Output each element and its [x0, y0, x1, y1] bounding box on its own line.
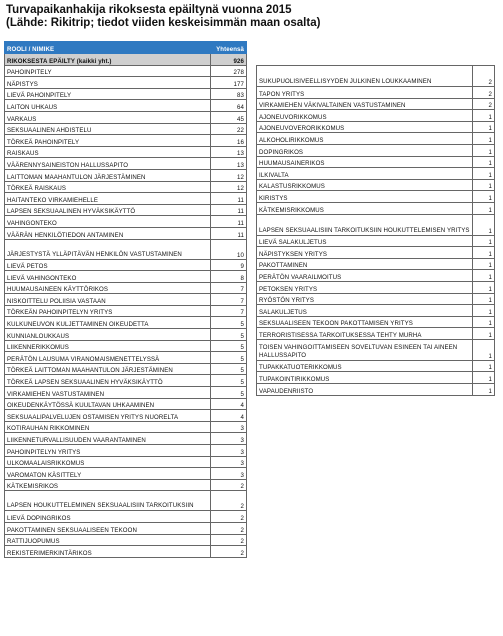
offence-name: AJONEUVOVERORIKKOMUS	[257, 121, 473, 133]
table-row	[5, 479, 247, 491]
table-row	[5, 65, 247, 77]
offence-count: 64	[210, 100, 246, 112]
offence-name: NISKOITTELU POLIISIA VASTAAN	[5, 294, 211, 306]
offence-count: 1	[472, 372, 494, 384]
offence-name: VAROMATON KÄSITTELY	[5, 468, 211, 480]
table-row	[5, 88, 247, 100]
offence-count: 16	[210, 135, 246, 147]
offence-name: TÖRKEÄN PAHOINPITELYN YRITYS	[5, 305, 211, 317]
offence-name: NÄPISTYS	[5, 77, 211, 89]
table-row	[257, 360, 495, 372]
offence-name: PAKOTTAMINEN	[257, 258, 473, 270]
offence-name: LIIKENNETURVALLISUUDEN VAARANTAMINEN	[5, 433, 211, 445]
table-row	[5, 282, 247, 294]
table-row	[257, 328, 495, 340]
table-row	[5, 433, 247, 445]
table-row	[5, 77, 247, 89]
offence-name: VIRKAMIEHEN VÄKIVALTAINEN VASTUSTAMINEN	[257, 98, 473, 110]
offence-count: 2	[210, 534, 246, 546]
table-row	[5, 387, 247, 399]
table-row	[5, 294, 247, 306]
offence-count: 13	[210, 158, 246, 170]
table-row	[5, 352, 247, 364]
table-row	[5, 421, 247, 433]
offence-name: AJONEUVORIKKOMUS	[257, 110, 473, 122]
table-row	[5, 468, 247, 480]
table-row	[5, 363, 247, 375]
offence-count: 1	[472, 156, 494, 168]
offence-count: 1	[472, 270, 494, 282]
offence-count: 1	[472, 110, 494, 122]
offence-name: SEKSUAALIPALVELUJEN OSTAMISEN YRITYS NUORELTA	[5, 410, 211, 422]
offence-count: 2	[210, 522, 246, 534]
table-row	[5, 169, 247, 181]
offence-count: 11	[210, 193, 246, 205]
offence-name: TÖRKEÄ RAISKAUS	[5, 181, 211, 193]
offence-count: 3	[210, 421, 246, 433]
offence-name: KÄTKEMISRIKOS	[5, 479, 211, 491]
table-row	[257, 191, 495, 203]
table-row	[257, 384, 495, 396]
page-title	[6, 4, 496, 30]
table-row	[257, 339, 495, 360]
offence-count: 1	[472, 168, 494, 180]
offence-name: LAPSEN SEKSUAALINEN HYVÄKSIKÄYTTÖ	[5, 204, 211, 216]
offence-count: 1	[472, 293, 494, 305]
table-row	[257, 133, 495, 145]
table-row	[5, 100, 247, 112]
offence-count: 12	[210, 169, 246, 181]
offence-name: LIEVÄ VAHINGONTEKO	[5, 271, 211, 283]
table-row	[5, 239, 247, 259]
offence-count: 4	[210, 398, 246, 410]
offence-count: 2	[472, 98, 494, 110]
offence-name: KULKUNEUVON KULJETTAMINEN OIKEUDETTA	[5, 317, 211, 329]
table-row	[5, 204, 247, 216]
offence-name: HAITANTEKO VIRKAMIEHELLE	[5, 193, 211, 205]
table-row	[5, 456, 247, 468]
table-row	[257, 202, 495, 214]
offence-name: OIKEUDENKÄYTÖSSÄ KUULTAVAN UHKAAMINEN	[5, 398, 211, 410]
offence-count: 5	[210, 387, 246, 399]
offence-count: 45	[210, 111, 246, 123]
right-crime-table	[256, 65, 495, 396]
offence-name: HUUMAUSAINEEN KÄYTTÖRIKOS	[5, 282, 211, 294]
offence-name: PETOKSEN YRITYS	[257, 281, 473, 293]
table-header-row	[5, 42, 247, 54]
offence-name: TUPAKKATUOTERIKKOMUS	[257, 360, 473, 372]
offence-name: NÄPISTYKSEN YRITYS	[257, 247, 473, 259]
offence-name: LIEVÄ DOPINGRIKOS	[5, 511, 211, 523]
offence-name: SEKSUAALISEEN TEKOON PAKOTTAMISEN YRITYS	[257, 316, 473, 328]
table-row	[257, 121, 495, 133]
offence-count: 1	[472, 214, 494, 235]
offence-name: JÄRJESTYSTÄ YLLÄPITÄVÄN HENKILÖN VASTUSTAMINEN	[5, 239, 211, 259]
table-row	[5, 158, 247, 170]
offence-count: 3	[210, 433, 246, 445]
offence-count: 4	[210, 410, 246, 422]
table-row	[5, 193, 247, 205]
total-row	[5, 54, 247, 66]
offence-count: 1	[472, 121, 494, 133]
offence-count: 5	[210, 352, 246, 364]
table-row	[257, 214, 495, 235]
total-row-name: RIKOKSESTA EPÄILTY (kaikki yht.)	[5, 54, 211, 66]
offence-count: 11	[210, 216, 246, 228]
offence-count: 83	[210, 88, 246, 100]
offence-name: ILKIVALTA	[257, 168, 473, 180]
table-row	[257, 258, 495, 270]
offence-name: TÖRKEÄ LAPSEN SEKSUAALINEN HYVÄKSIKÄYTTÖ	[5, 375, 211, 387]
offence-name: TOISEN VAHINGOITTAMISEEN SOVELTUVAN ESINEEN TAI AINEEN HALLUSSAPITO	[257, 339, 473, 360]
offence-name: VÄÄRÄN HENKILÖTIEDON ANTAMINEN	[5, 227, 211, 239]
offence-count: 1	[472, 384, 494, 396]
offence-name: LAITTOMAN MAAHANTULON JÄRJESTÄMINEN	[5, 169, 211, 181]
offence-name: VIRKAMIEHEN VASTUSTAMINEN	[5, 387, 211, 399]
table-row	[257, 168, 495, 180]
title-line-1: Turvapaikanhakija rikoksesta epäiltynä vuonna 2015	[6, 4, 292, 16]
offence-name: PAHOINPITELYN YRITYS	[5, 445, 211, 457]
header-total: Yhteensä	[210, 42, 246, 54]
offence-count: 5	[210, 329, 246, 341]
offence-name: KÄTKEMISRIKKOMUS	[257, 202, 473, 214]
table-row	[5, 146, 247, 158]
offence-count: 2	[210, 479, 246, 491]
offence-count: 2	[210, 511, 246, 523]
offence-count: 177	[210, 77, 246, 89]
offence-name: LAPSEN SEKSUAALISIIN TARKOITUKSIIN HOUKUTTELEMISEN YRITYS	[257, 214, 473, 235]
offence-name: RAISKAUS	[5, 146, 211, 158]
table-row	[5, 546, 247, 558]
table-row	[5, 445, 247, 457]
offence-count: 1	[472, 144, 494, 156]
offence-count: 22	[210, 123, 246, 135]
offence-name: TERRORISTISESSA TARKOITUKSESSA TEHTY MURHA	[257, 328, 473, 340]
offence-count: 11	[210, 227, 246, 239]
table-row	[5, 398, 247, 410]
table-row	[257, 156, 495, 168]
table-row	[257, 179, 495, 191]
offence-count: 7	[210, 294, 246, 306]
offence-count: 2	[210, 546, 246, 558]
table-row	[257, 110, 495, 122]
offence-count: 10	[210, 239, 246, 259]
table-row	[5, 534, 247, 546]
offence-count: 1	[472, 339, 494, 360]
header-name: ROOLI / NIMIKE	[5, 42, 211, 54]
offence-name: LIEVÄ SALAKULJETUS	[257, 235, 473, 247]
offence-name: LIEVÄ PETOS	[5, 259, 211, 271]
table-row	[257, 316, 495, 328]
offence-name: TUPAKOINTIRIKKOMUS	[257, 372, 473, 384]
offence-count: 2	[210, 491, 246, 511]
table-row	[257, 66, 495, 87]
table-row	[5, 111, 247, 123]
offence-count: 1	[472, 202, 494, 214]
offence-count: 1	[472, 133, 494, 145]
offence-name: LAITON UHKAUS	[5, 100, 211, 112]
offence-count: 13	[210, 146, 246, 158]
offence-name: SALAKULJETUS	[257, 305, 473, 317]
offence-name: RYÖSTÖN YRITYS	[257, 293, 473, 305]
offence-count: 2	[472, 66, 494, 87]
offence-name: KIRISTYS	[257, 191, 473, 203]
table-row	[257, 235, 495, 247]
offence-count: 8	[210, 271, 246, 283]
offence-count: 278	[210, 65, 246, 77]
table-row	[5, 259, 247, 271]
table-row	[5, 491, 247, 511]
offence-name: LIEVÄ PAHOINPITELY	[5, 88, 211, 100]
offence-name: PERÄTÖN VAARAILMOITUS	[257, 270, 473, 282]
table-row	[257, 372, 495, 384]
table-row	[257, 305, 495, 317]
offence-name: TAPON YRITYS	[257, 87, 473, 99]
offence-count: 1	[472, 191, 494, 203]
offence-count: 5	[210, 363, 246, 375]
offence-count: 7	[210, 305, 246, 317]
offence-name: RATTIJUOPUMUS	[5, 534, 211, 546]
table-row	[5, 216, 247, 228]
offence-name: LIIKENNERIKKOMUS	[5, 340, 211, 352]
offence-name: VÄÄRENNYSAINEISTON HALLUSSAPITO	[5, 158, 211, 170]
offence-name: HUUMAUSAINERIKOS	[257, 156, 473, 168]
table-row	[5, 522, 247, 534]
offence-name: KOTIRAUHAN RIKKOMINEN	[5, 421, 211, 433]
table-row	[257, 98, 495, 110]
offence-count: 7	[210, 282, 246, 294]
table-row	[5, 123, 247, 135]
table-row	[5, 410, 247, 422]
offence-name: KUNNIANLOUKKAUS	[5, 329, 211, 341]
offence-count: 1	[472, 305, 494, 317]
table-row	[5, 271, 247, 283]
table-row	[257, 270, 495, 282]
table-row	[5, 181, 247, 193]
offence-name: SEKSUAALINEN AHDISTELU	[5, 123, 211, 135]
table-row	[5, 340, 247, 352]
offence-count: 1	[472, 258, 494, 270]
offence-name: TÖRKEÄ LAITTOMAN MAAHANTULON JÄRJESTÄMINEN	[5, 363, 211, 375]
table-row	[5, 511, 247, 523]
total-row-value: 926	[210, 54, 246, 66]
offence-count: 1	[472, 179, 494, 191]
table-row	[5, 305, 247, 317]
offence-name: TÖRKEÄ PAHOINPITELY	[5, 135, 211, 147]
offence-name: VAHINGONTEKO	[5, 216, 211, 228]
offence-name: VAPAUDENRIISTO	[257, 384, 473, 396]
table-row	[257, 281, 495, 293]
offence-count: 1	[472, 247, 494, 259]
offence-name: DOPINGRIKOS	[257, 144, 473, 156]
offence-name: LAPSEN HOUKUTTELEMINEN SEKSUAALISIIN TARKOITUKSIIN	[5, 491, 211, 511]
table-row	[5, 135, 247, 147]
offence-count: 11	[210, 204, 246, 216]
table-row	[257, 144, 495, 156]
offence-count: 1	[472, 316, 494, 328]
offence-count: 3	[210, 456, 246, 468]
offence-count: 3	[210, 445, 246, 457]
offence-count: 1	[472, 281, 494, 293]
offence-name: PERÄTÖN LAUSUMA VIRANOMAISMENETTELYSSÄ	[5, 352, 211, 364]
offence-name: PAKOTTAMINEN SEKSUAALISEEN TEKOON	[5, 522, 211, 534]
offence-name: SUKUPUOLISIVEELLISYYDEN JULKINEN LOUKKAAMINEN	[257, 66, 473, 87]
offence-count: 5	[210, 375, 246, 387]
table-row	[5, 375, 247, 387]
offence-count: 12	[210, 181, 246, 193]
table-row	[257, 247, 495, 259]
offence-count: 5	[210, 340, 246, 352]
offence-count: 3	[210, 468, 246, 480]
table-row	[5, 227, 247, 239]
offence-name: REKISTERIMERKINTÄRIKOS	[5, 546, 211, 558]
left-crime-table	[4, 41, 247, 558]
table-row	[257, 87, 495, 99]
offence-name: ULKOMAALAISRIKKOMUS	[5, 456, 211, 468]
title-line-2: (Lähde: Rikitrip; tiedot viiden keskeisimmän maan osalta)	[6, 17, 321, 29]
table-row	[5, 317, 247, 329]
table-row	[5, 329, 247, 341]
table-row	[257, 293, 495, 305]
offence-name: ALKOHOLIRIKKOMUS	[257, 133, 473, 145]
offence-name: VARKAUS	[5, 111, 211, 123]
offence-count: 2	[472, 87, 494, 99]
offence-count: 9	[210, 259, 246, 271]
offence-name: PAHOINPITELY	[5, 65, 211, 77]
offence-count: 5	[210, 317, 246, 329]
offence-count: 1	[472, 360, 494, 372]
offence-count: 1	[472, 328, 494, 340]
offence-name: KALASTUSRIKKOMUS	[257, 179, 473, 191]
offence-count: 1	[472, 235, 494, 247]
